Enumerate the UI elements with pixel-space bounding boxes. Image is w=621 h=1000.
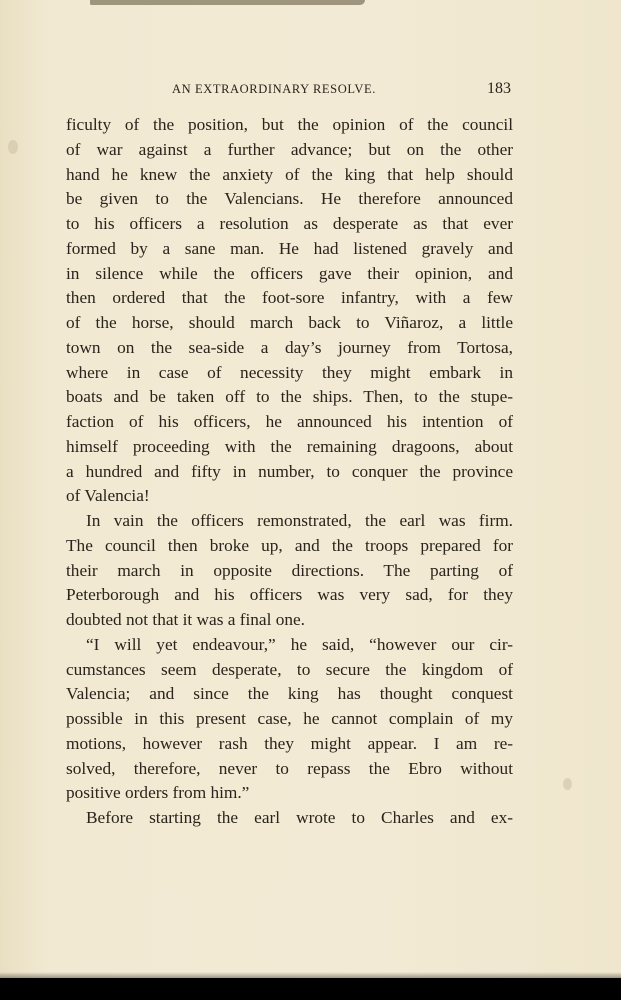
text-line: in silence while the officers gave their opinion, and — [66, 263, 513, 283]
text-line: motions, however rash they might appear. I am re- — [66, 733, 513, 753]
text-line: In vain the officers remonstrated, the earl was firm. — [86, 511, 513, 530]
text-line: to his officers a resolution as desperate as that ever — [66, 214, 513, 233]
text-line: a hundred and fifty in number, to conquer the province — [66, 461, 513, 481]
text-line: where in case of necessity they might embark in — [66, 362, 513, 382]
text-line: ficulty of the position, but the opinion of the council — [66, 115, 513, 134]
text-line: hand he knew the anxiety of the king that help should — [66, 164, 513, 184]
text-line: himself proceeding with the remaining dragoons, about — [66, 436, 513, 456]
running-title: AN EXTRAORDINARY RESOLVE. — [172, 82, 377, 96]
text-line: cumstances seem desperate, to secure the kingdom of — [66, 659, 513, 679]
text-line: of war against a further advance; but on the other — [66, 139, 513, 159]
page-number: 183 — [487, 80, 511, 97]
page-header — [172, 80, 517, 102]
text-line: Peterborough and his officers was very sad, for they — [66, 585, 513, 605]
text-line: Before starting the earl wrote to Charles and ex- — [86, 808, 513, 827]
text-line: positive orders from him.” — [66, 783, 250, 803]
text-line: of the horse, should march back to Viñaroz, a little — [66, 313, 513, 332]
text-line: faction of his officers, he announced his intention of — [66, 412, 513, 431]
text-line: Valencia; and since the king has thought conquest — [66, 684, 513, 704]
paper-spot — [8, 140, 18, 154]
text-line: formed by a sane man. He had listened gravely and — [66, 238, 513, 258]
text-line: doubted not that it was a final one. — [66, 610, 306, 629]
text-line: town on the sea-side a day’s journey from Tortosa, — [66, 337, 513, 357]
text-line: be given to the Valencians. He therefore announced — [66, 189, 513, 209]
text-line: possible in this present case, he cannot complain of my — [66, 709, 513, 728]
paper-spot — [563, 778, 572, 790]
text-line: “I will yet endeavour,” he said, “however our cir- — [86, 634, 513, 654]
page-top-edge — [90, 0, 365, 5]
text-line: boats and be taken off to the ships. Then, to the stupe- — [66, 387, 513, 407]
text-line: of Valencia! — [66, 486, 150, 506]
body-text — [66, 113, 513, 831]
text-line: then ordered that the foot-sore infantry, with a few — [66, 288, 513, 308]
text-line: their march in opposite directions. The parting of — [66, 560, 513, 580]
text-line: The council then broke up, and the troops prepared for — [66, 535, 513, 555]
scan-bottom-edge — [0, 978, 621, 1000]
text-line: solved, therefore, never to repass the Ebro without — [66, 758, 513, 778]
